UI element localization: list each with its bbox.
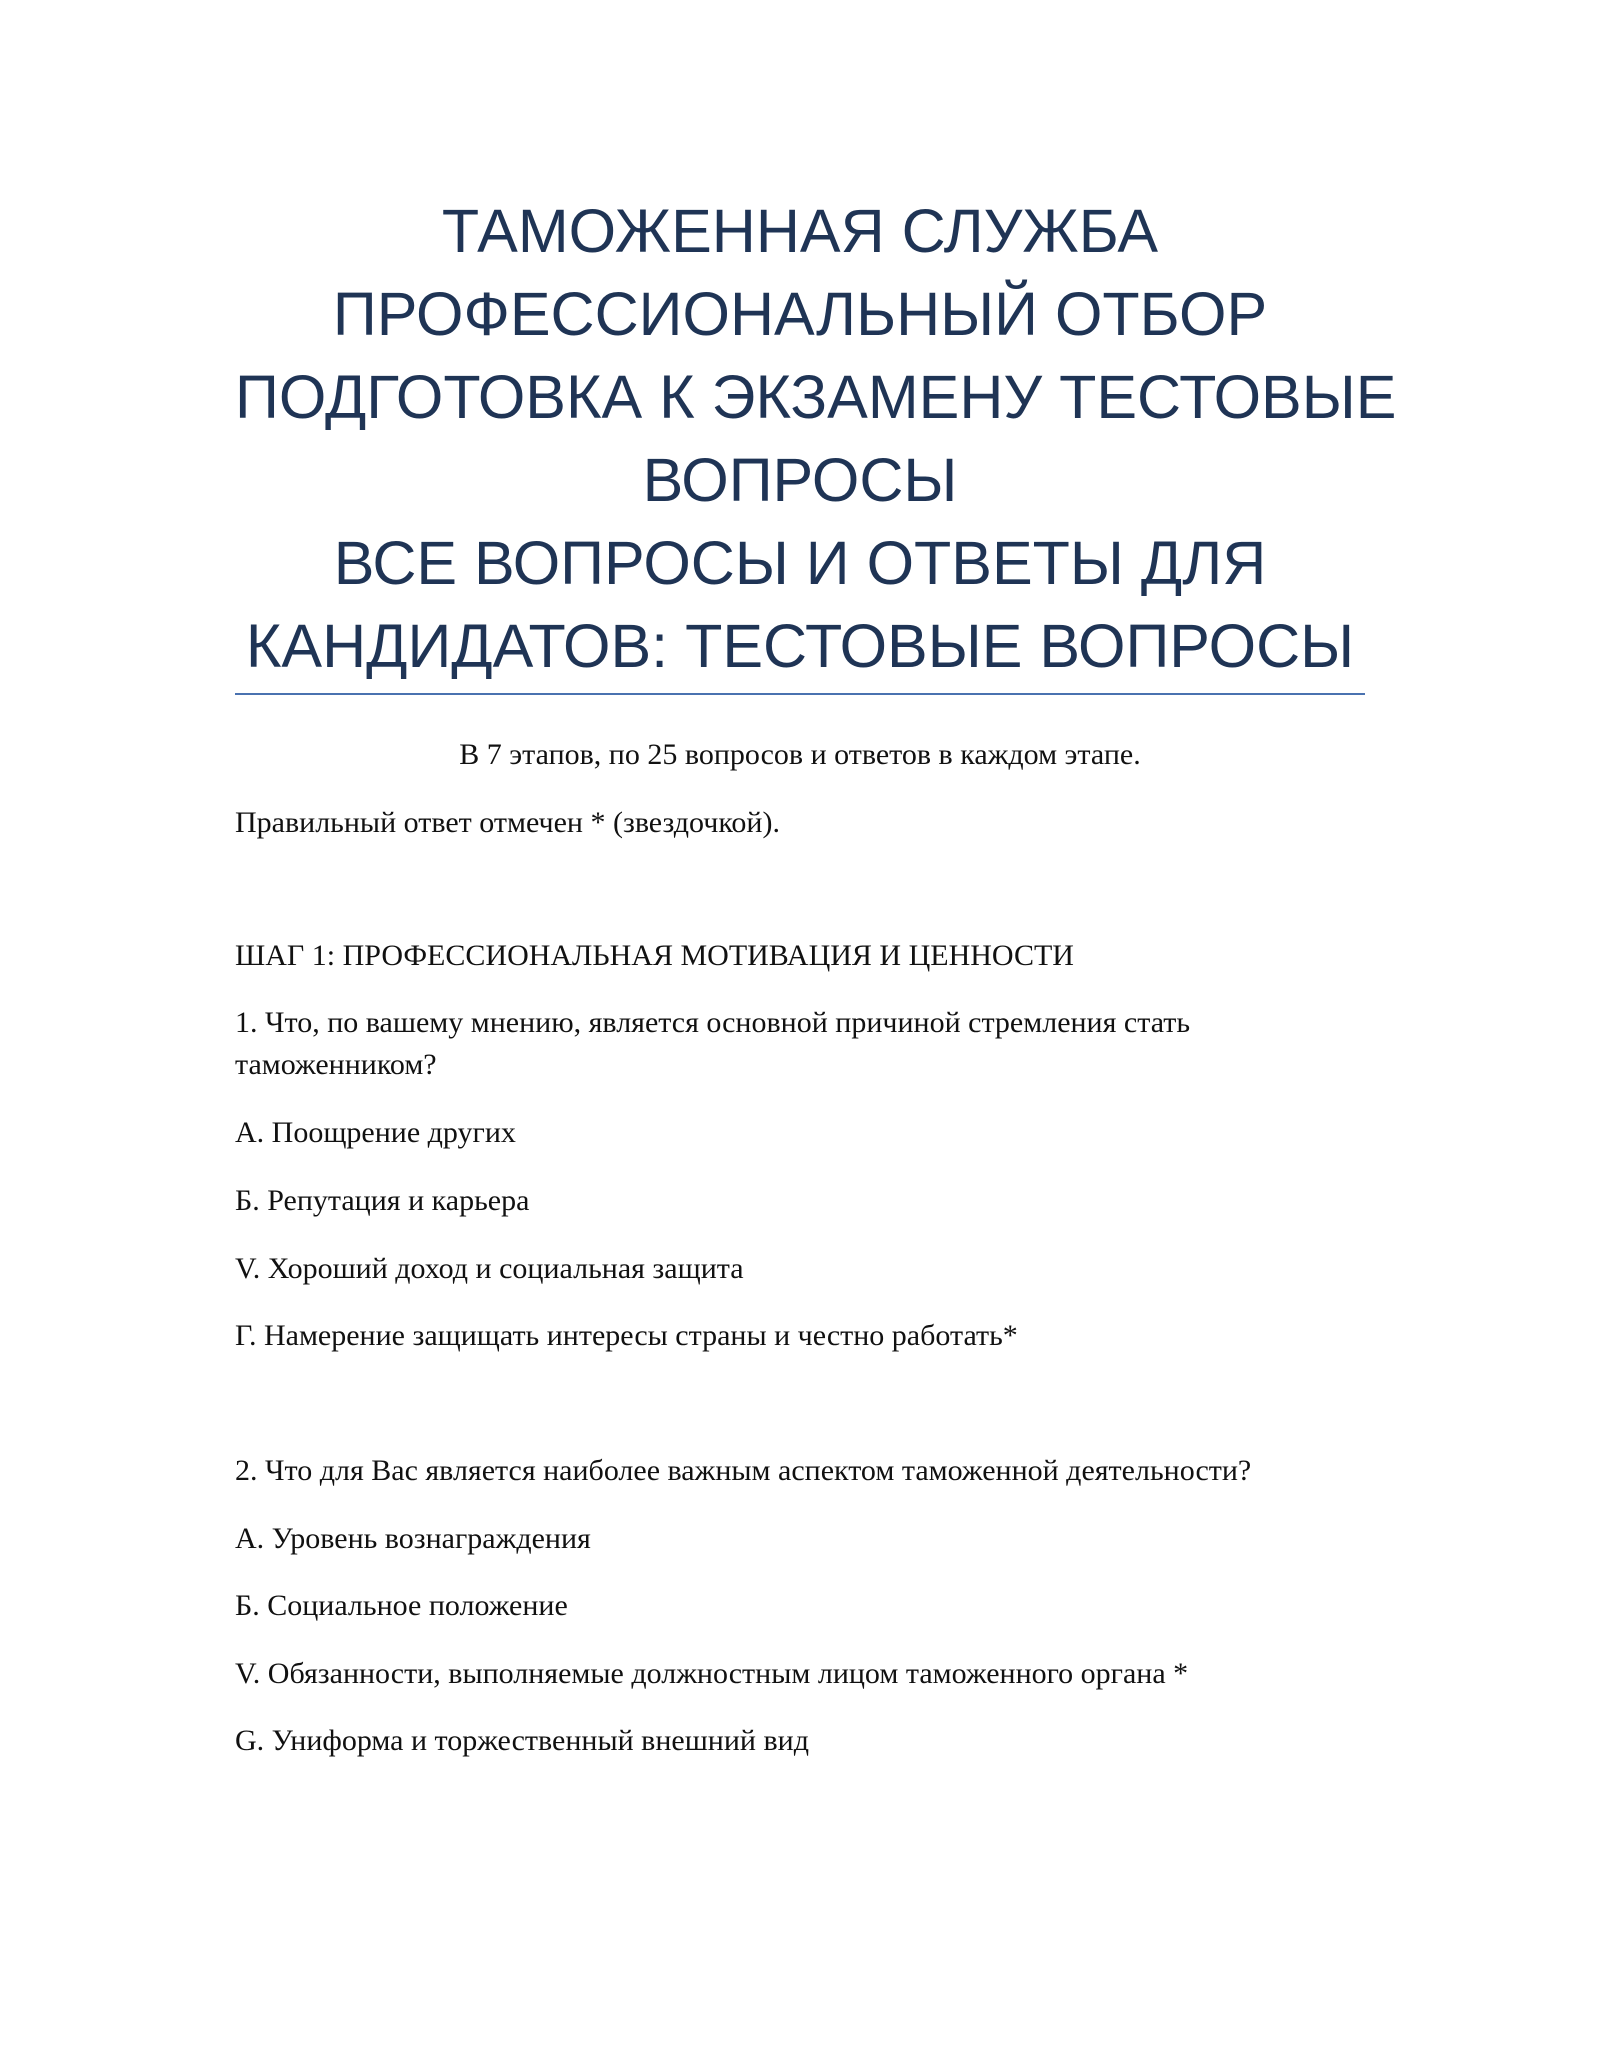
title-line: ВСЕ ВОПРОСЫ И ОТВЕТЫ ДЛЯ: [333, 529, 1267, 597]
question-1-option-g: Г. Намерение защищать интересы страны и честно работать*: [235, 1319, 1018, 1352]
question-2-option-g: G. Униформа и торжественный внешний вид: [235, 1724, 809, 1757]
title-line: ТАМОЖЕННАЯ СЛУЖБА: [441, 197, 1159, 265]
question-2-option-b: Б. Социальное положение: [235, 1589, 568, 1622]
intro-stages: В 7 этапов, по 25 вопросов и ответов в каждом этапе.: [459, 738, 1141, 771]
title-line: КАНДИДАТОВ: ТЕСТОВЫЕ ВОПРОСЫ: [245, 612, 1355, 680]
title-divider: [235, 693, 1365, 695]
step-heading: ШАГ 1: ПРОФЕССИОНАЛЬНАЯ МОТИВАЦИЯ И ЦЕННОСТИ: [235, 939, 1074, 972]
document-title: [235, 190, 1397, 688]
question-1-text: 1. Что, по вашему мнению, является основной причиной стремления стать таможенником?: [235, 1006, 1191, 1081]
question-2-option-v: V. Обязанности, выполняемые должностным лицом таможенного органа *: [235, 1657, 1189, 1690]
question-1-option-a: A. Поощрение других: [235, 1116, 516, 1149]
question-2-option-a: A. Уровень вознаграждения: [235, 1522, 591, 1555]
question-1-option-v: V. Хороший доход и социальная защита: [235, 1252, 744, 1285]
title-line: ПОДГОТОВКА К ЭКЗАМЕНУ ТЕСТОВЫЕ: [235, 363, 1397, 431]
question-1-option-b: Б. Репутация и карьера: [235, 1184, 530, 1217]
question-2-text: 2. Что для Вас является наиболее важным аспектом таможенной деятельности?: [235, 1454, 1252, 1487]
title-line: ПРОФЕССИОНАЛЬНЫЙ ОТБОР: [332, 280, 1268, 348]
title-line: ВОПРОСЫ: [642, 446, 958, 514]
intro-note: Правильный ответ отмечен * (звездочкой).: [235, 806, 780, 839]
